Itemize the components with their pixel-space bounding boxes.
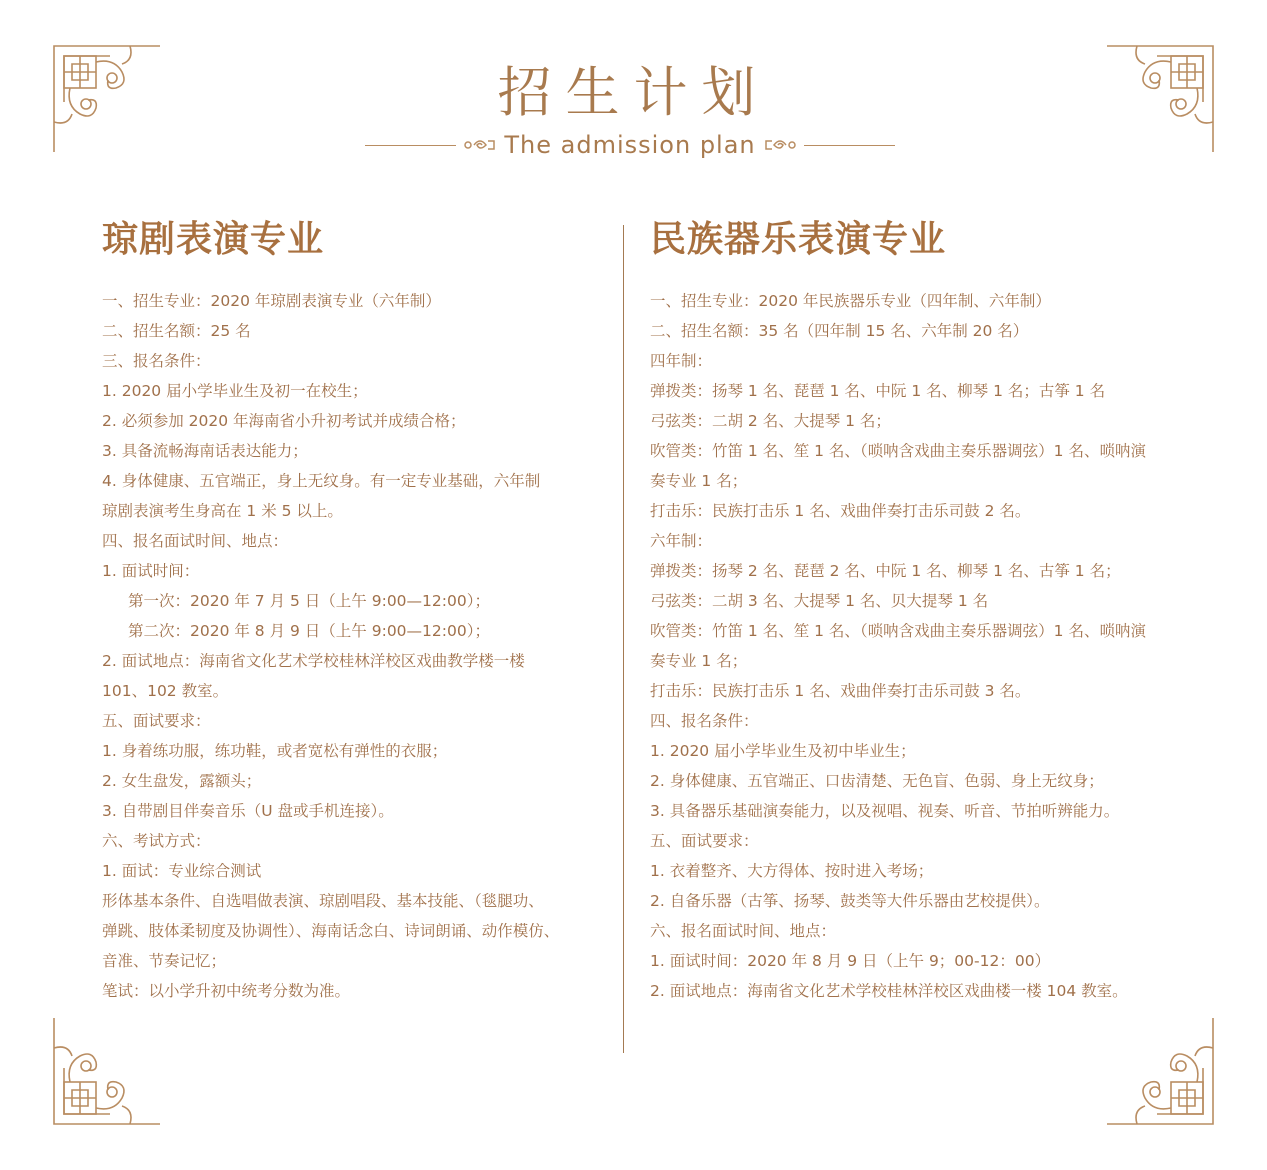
left-column-line: 六、考试方式： [102, 832, 211, 850]
right-column-line: 四年制： [650, 352, 713, 370]
left-column-line: 2. 面试地点：海南省文化艺术学校桂林洋校区戏曲教学楼一楼 [102, 652, 525, 670]
right-column-line: 2. 身体健康、五官端正、口齿清楚、无色盲、色弱、身上无纹身； [650, 772, 1104, 790]
left-column [102, 214, 612, 1006]
left-column-line: 四、报名面试时间、地点： [102, 532, 289, 550]
subtitle-rule-left [365, 145, 456, 146]
left-column-line: 音准、节奏记忆； [102, 952, 227, 970]
page-subtitle: The admission plan [504, 131, 756, 159]
page-header [0, 58, 1267, 159]
right-column [650, 214, 1215, 1006]
left-column-line: 1. 面试：专业综合测试 [102, 862, 262, 880]
right-column-line: 打击乐：民族打击乐 1 名、戏曲伴奏打击乐司鼓 3 名。 [650, 682, 1031, 700]
right-column-line: 吹管类：竹笛 1 名、笙 1 名、（唢呐含戏曲主奏乐器调弦）1 名、唢呐演 [650, 442, 1146, 460]
swirl-ornament-icon [762, 135, 798, 155]
right-column-line: 2. 自备乐器（古筝、扬琴、鼓类等大件乐器由艺校提供）。 [650, 892, 1050, 910]
left-column-line: 第二次：2020 年 8 月 9 日（上午 9:00—12:00）； [128, 622, 490, 640]
right-column-line: 奏专业 1 名； [650, 472, 748, 490]
right-column-line: 五、面试要求： [650, 832, 759, 850]
left-column-line: 101、102 教室。 [102, 682, 229, 700]
right-column-line: 1. 衣着整齐、大方得体、按时进入考场； [650, 862, 934, 880]
right-column-line: 打击乐：民族打击乐 1 名、戏曲伴奏打击乐司鼓 2 名。 [650, 502, 1031, 520]
left-column-line: 2. 女生盘发，露额头； [102, 772, 262, 790]
right-column-line: 2. 面试地点：海南省文化艺术学校桂林洋校区戏曲楼一楼 104 教室。 [650, 982, 1128, 1000]
left-column-line: 第一次：2020 年 7 月 5 日（上午 9:00—12:00）； [128, 592, 490, 610]
left-column-line: 2. 必须参加 2020 年海南省小升初考试并成绩合格； [102, 412, 466, 430]
left-column-line: 笔试：以小学升初中统考分数为准。 [102, 982, 351, 1000]
right-column-line: 吹管类：竹笛 1 名、笙 1 名、（唢呐含戏曲主奏乐器调弦）1 名、唢呐演 [650, 622, 1146, 640]
right-column-line: 弹拨类：扬琴 2 名、琵琶 2 名、中阮 1 名、柳琴 1 名、古筝 1 名； [650, 562, 1121, 580]
left-column-line: 弹跳、肢体柔韧度及协调性）、海南话念白、诗词朗诵、动作模仿、 [102, 922, 560, 940]
right-column-line: 二、招生名额：35 名（四年制 15 名、六年制 20 名） [650, 322, 1029, 340]
column-divider [623, 225, 624, 1053]
left-column-line: 二、招生名额：25 名 [102, 322, 251, 340]
right-column-line: 1. 面试时间：2020 年 8 月 9 日（上午 9；00-12：00） [650, 952, 1051, 970]
right-column-line: 弓弦类：二胡 2 名、大提琴 1 名； [650, 412, 891, 430]
left-column-title: 琼剧表演专业 [102, 219, 325, 260]
page-title: 招生计划 [497, 61, 770, 124]
left-column-line: 琼剧表演考生身高在 1 米 5 以上。 [102, 502, 343, 520]
right-column-lines [650, 286, 1215, 1006]
left-column-lines [102, 286, 612, 1006]
right-column-line: 六、报名面试时间、地点： [650, 922, 837, 940]
left-column-line: 1. 身着练功服，练功鞋，或者宽松有弹性的衣服； [102, 742, 448, 760]
left-column-line: 五、面试要求： [102, 712, 211, 730]
left-column-line: 三、报名条件： [102, 352, 211, 370]
right-column-line: 1. 2020 届小学毕业生及初中毕业生； [650, 742, 916, 760]
left-column-line: 形体基本条件、自选唱做表演、琼剧唱段、基本技能、（毯腿功、 [102, 892, 544, 910]
swirl-ornament-icon [462, 135, 498, 155]
right-column-line: 六年制： [650, 532, 713, 550]
subtitle-row [365, 128, 895, 162]
right-column-line: 四、报名条件： [650, 712, 759, 730]
right-column-line: 弓弦类：二胡 3 名、大提琴 1 名、贝大提琴 1 名 [650, 592, 989, 610]
left-column-line: 1. 面试时间： [102, 562, 200, 580]
left-column-line: 一、招生专业：2020 年琼剧表演专业（六年制） [102, 292, 441, 310]
right-column-title: 民族器乐表演专业 [650, 219, 947, 260]
subtitle-rule-right [804, 145, 895, 146]
corner-ornament-bottom-left [50, 1018, 160, 1128]
left-column-line: 3. 自带剧目伴奏音乐（U 盘或手机连接）。 [102, 802, 394, 820]
left-column-line: 3. 具备流畅海南话表达能力； [102, 442, 308, 460]
right-column-line: 一、招生专业：2020 年民族器乐专业（四年制、六年制） [650, 292, 1051, 310]
right-column-line: 3. 具备器乐基础演奏能力，以及视唱、视奏、听音、节拍听辨能力。 [650, 802, 1120, 820]
right-column-line: 弹拨类：扬琴 1 名、琵琶 1 名、中阮 1 名、柳琴 1 名；古筝 1 名 [650, 382, 1106, 400]
right-column-line: 奏专业 1 名； [650, 652, 748, 670]
left-column-line: 1. 2020 届小学毕业生及初一在校生； [102, 382, 368, 400]
left-column-line: 4. 身体健康、五官端正，身上无纹身。有一定专业基础，六年制 [102, 472, 541, 490]
corner-ornament-bottom-right [1107, 1018, 1217, 1128]
